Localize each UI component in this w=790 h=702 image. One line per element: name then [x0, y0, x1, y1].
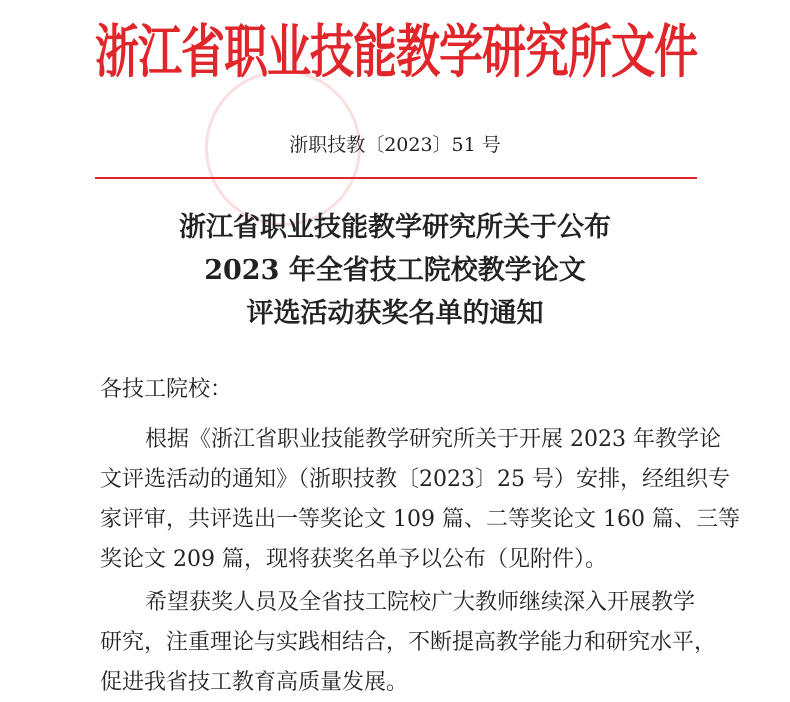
paragraph1-line: 奖论文 209 篇，现将获奖名单予以公布（见附件）。 [100, 547, 607, 572]
paragraph1-line: 文评选活动的通知》（浙职技教〔2023〕25 号）安排，经组织专 [100, 467, 730, 492]
notice-title-line-2: 2023 年全省技工院校教学论文 [204, 255, 586, 286]
header-divider [95, 177, 697, 179]
notice-title-line-1: 浙江省职业技能教学研究所关于公布 [179, 212, 611, 243]
paragraph2-line: 研究，注重理论与实践相结合，不断提高教学能力和研究水平， [100, 630, 717, 655]
paragraph2-line: 促进我省技工教育高质量发展。 [100, 670, 409, 695]
paragraph2-line: 希望获奖人员及全省技工院校广大教师继续深入开展教学 [145, 590, 696, 615]
salutation: 各技工院校： [100, 377, 233, 402]
notice-title-line-3: 评选活动获奖名单的通知 [246, 298, 544, 329]
document-number: 浙职技教〔2023〕51 号 [289, 134, 501, 156]
paragraph1-line: 根据《浙江省职业技能教学研究所关于开展 2023 年教学论 [145, 427, 721, 452]
paragraph1-line: 家评审，共评选出一等奖论文 109 篇、二等奖论文 160 篇、三等 [100, 507, 740, 532]
document-header-title: 浙江省职业技能教学研究所文件 [95, 19, 697, 87]
